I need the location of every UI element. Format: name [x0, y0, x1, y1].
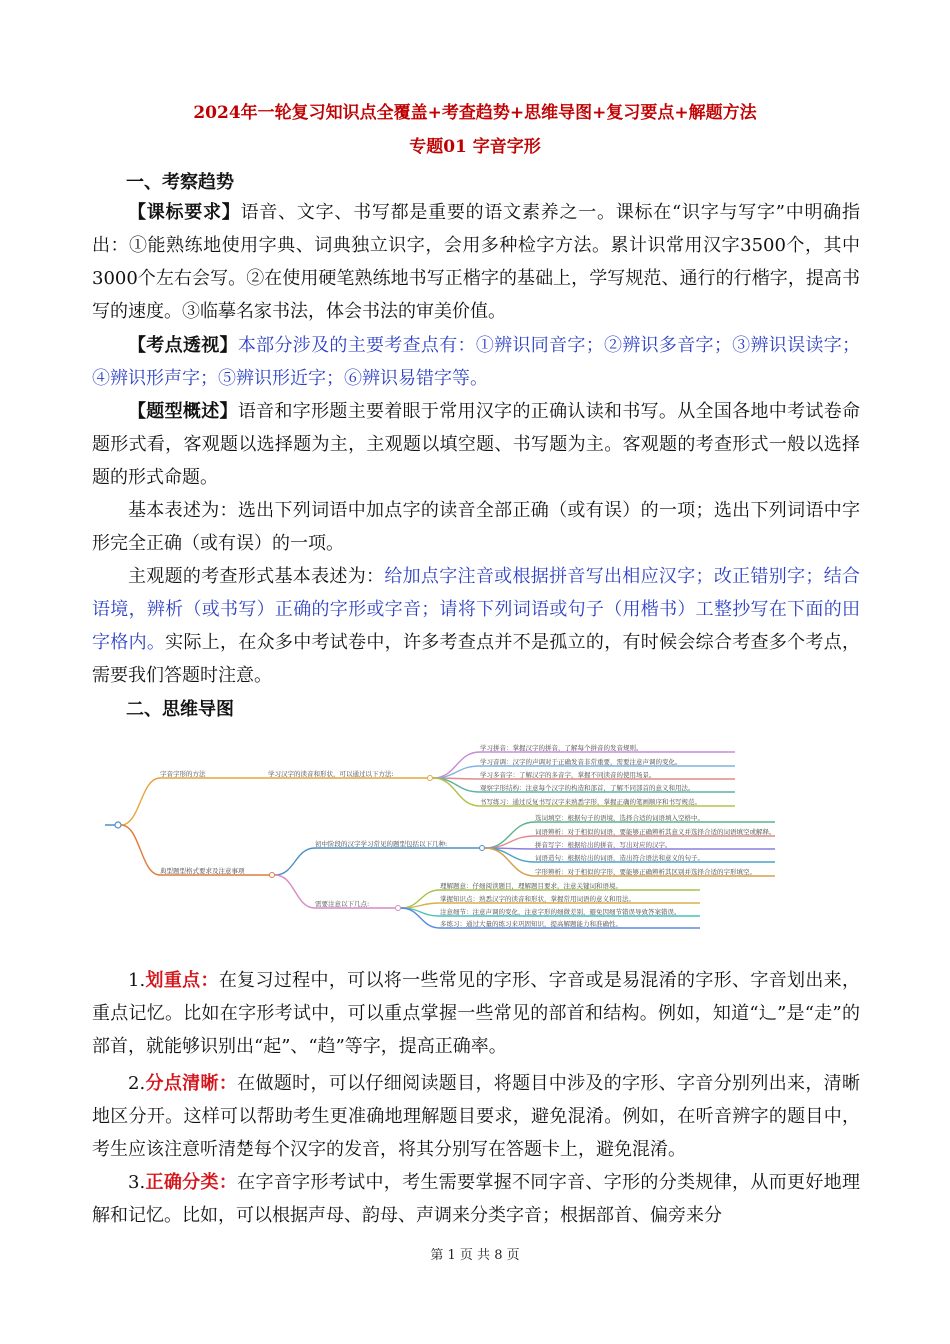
branch2-sub2-leaf-connector [401, 903, 440, 908]
branch1-leaf-connector [433, 766, 480, 778]
paragraph-tip-2 [92, 1067, 860, 1166]
doc-title: 2024年一轮复习知识点全覆盖+考查趋势+思维导图+复习要点+解题方法 [193, 103, 757, 123]
paragraph-question-types [92, 395, 860, 494]
branch1-text: 字音字形的方法 [160, 770, 206, 778]
branch1-sub-node [428, 776, 433, 781]
section-heading-mindmap: 二、思维导图 [126, 699, 234, 720]
branch2-sub1-leaf-connector [485, 836, 535, 848]
paragraph-basic-expression: 基本表述为：选出下列词语中加点字的读音全部正确（或有误）的一项；选出下列词语中字形完全正确（或有误）的一项。 [92, 500, 860, 554]
branch2-sub1-leaf-text: 词语造句：根据给出的词语，造出符合语法和意义的句子。 [535, 854, 704, 862]
branch2-connector [121, 825, 160, 875]
mind-map-image [100, 730, 780, 940]
branch1-leaf-text: 学习音调：汉字的声调对于正确发音非常重要，需要注意声调的变化。 [480, 758, 682, 766]
paragraph-subjective [92, 560, 860, 692]
mindmap-root-node [115, 822, 121, 828]
branch2-sub1-leaf-connector [485, 822, 535, 848]
branch2-node [270, 873, 275, 878]
text-subjective-b: 给加点字注音或根据拼音写出相应汉字；改正错别字；结合语境，辨析（或书写）正确的字形或字音；请将下列词语或句子（用楷书）工整抄写在下面的田字格内。 [92, 566, 861, 653]
paragraph-curriculum [92, 196, 860, 328]
branch1-leaf-text: 书写练习：通过反复书写汉字来熟悉字形，掌握正确的笔画顺序和书写规范。 [480, 798, 701, 806]
page-footer: 第 1 页 共 8 页 [430, 1248, 520, 1263]
paragraph-tip-3 [92, 1166, 860, 1232]
branch2-sub1-connector [275, 848, 315, 875]
text-subjective-c: 实际上，在众多中考试卷中，许多考查点并不是孤立的，有时候会综合考查多个考点，需要我们答题时注意。 [92, 632, 860, 686]
label-key-points: 【考点透视】 [128, 335, 238, 356]
tip-2-text: 在做题时，可以仔细阅读题目，将题目中涉及的字形、字音分别列出来，清晰地区分开。这样可以帮助考生更准确地理解题目要求，避免混淆。例如，在听音辨字的题目中，考生应该注意听清楚每个汉字的发音，将其分别写在答题卡上，避免混淆。 [92, 1073, 861, 1160]
label-question-types: 【题型概述】 [128, 401, 238, 422]
branch2-sub2-connector [275, 875, 315, 908]
branch2-sub2-leaf-text: 注意细节：注意声调的变化，注意字形的细微差别，避免因细节错误导致答案错误。 [440, 908, 681, 916]
branch1-leaf-text: 学习拼音：掌握汉字的拼音，了解每个拼音的发音规则。 [480, 744, 643, 752]
branch1-leaf-connector [433, 778, 480, 792]
branch2-sub2-text: 需要注意以下几点: [315, 900, 370, 908]
doc-subtitle: 专题01 字音字形 [409, 137, 541, 157]
tip-1-number: 1. [128, 970, 146, 991]
branch2-sub1-node [480, 846, 485, 851]
tip-2-number: 2. [128, 1073, 146, 1094]
tip-1-text: 在复习过程中，可以将一些常见的字形、字音或是易混淆的字形、字音划出来，重点记忆。比如在字形考试中，可以重点掌握一些常见的部首和结构。例如，知道“辶”是“走”的部首，就能够识别出“起”、“趋”等字，提高正确率。 [92, 970, 861, 1057]
branch2-sub1-leaf-text: 字形辨析：对于相似的字形，要能够正确辨析其区别并选择合适的字形填空。 [535, 868, 756, 876]
branch2-sub2-leaf-text: 掌握知识点：熟悉汉字的读音和形状，掌握常用词语的意义和用法。 [440, 895, 635, 903]
branch2-text: 典型题型格式要求及注意事项 [160, 867, 245, 875]
text-subjective-a: 主观题的考查形式基本表述为： [128, 566, 385, 587]
section-heading-trend: 一、考察趋势 [126, 172, 234, 193]
tip-3-number: 3. [128, 1172, 146, 1193]
branch2-sub1-leaf-text: 拼音写字：根据给出的拼音，写出对应的汉字。 [535, 841, 672, 849]
tip-2-label: 分点清晰： [145, 1073, 238, 1094]
paragraph-tip-1 [92, 964, 860, 1063]
branch2-sub2-leaf-connector [401, 908, 440, 928]
paragraph-key-points [92, 329, 860, 395]
branch1-sub-text: 学习汉字的读音和形状，可以通过以下方法: [268, 770, 394, 778]
branch1-connector [121, 778, 160, 825]
branch2-sub1-text: 初中阶段的汉字学习常见的题型包括以下几种: [315, 840, 448, 848]
branch1-leaf-connector [433, 752, 480, 778]
tip-3-text: 在字音字形考试中，考生需要掌握不同字音、字形的分类规律，从而更好地理解和记忆。比如，可以根据声母、韵母、声调来分类字音；根据部首、偏旁来分 [92, 1172, 861, 1226]
text-key-points: 本部分涉及的主要考查点有：①辨识同音字；②辨识多音字；③辨识误读字；④辨识形声字；⑤辨识形近字；⑥辨识易错字等。 [92, 335, 861, 389]
text-curriculum: 语音、文字、书写都是重要的语文素养之一。课标在“识字与写字”中明确指出：①能熟练地使用字典、词典独立识字，会用多种检字方法。累计识常用汉字3500个，其中3000个左右会写。②在使用硬笔熟练地书写正楷字的基础上，学写规范、通行的行楷字，提高书写的速度。③临摹名家书法，体会书法的审美价值。 [92, 202, 861, 322]
tip-3-label: 正确分类： [145, 1172, 238, 1193]
branch2-sub1-leaf-text: 词语辨析：对于相似的词语，要能够正确辨析其意义并选择合适的词语填空或解释。 [535, 828, 776, 836]
branch2-sub2-leaf-text: 多练习：通过大量的练习来巩固知识，提高解题能力和准确性。 [440, 920, 622, 928]
text-question-types: 语音和字形题主要着眼于常用汉字的正确认读和书写。从全国各地中考试卷命题形式看，客观题以选择题为主，主观题以填空题、书写题为主。客观题的考查形式一般以选择题的形式命题。 [92, 401, 861, 488]
branch1-leaf-text: 学习多音字：了解汉字的多音字，掌握不同读音的使用场景。 [480, 771, 656, 779]
tip-1-label: 划重点： [145, 970, 219, 991]
branch2-sub1-leaf-text: 选词填空：根据句子的语境，选择合适的词语填入空格中。 [535, 814, 704, 822]
label-curriculum: 【课标要求】 [128, 202, 241, 223]
branch2-sub1-leaf-connector [485, 848, 535, 862]
branch2-sub2-leaf-text: 理解题意：仔细阅读题目，理解题目要求，注意关键词和语境。 [440, 882, 622, 890]
branch2-sub2-node [396, 906, 401, 911]
branch1-leaf-text: 观察字形结构：注意每个汉字的构造和部首，了解不同部首的意义和用法。 [480, 784, 695, 792]
